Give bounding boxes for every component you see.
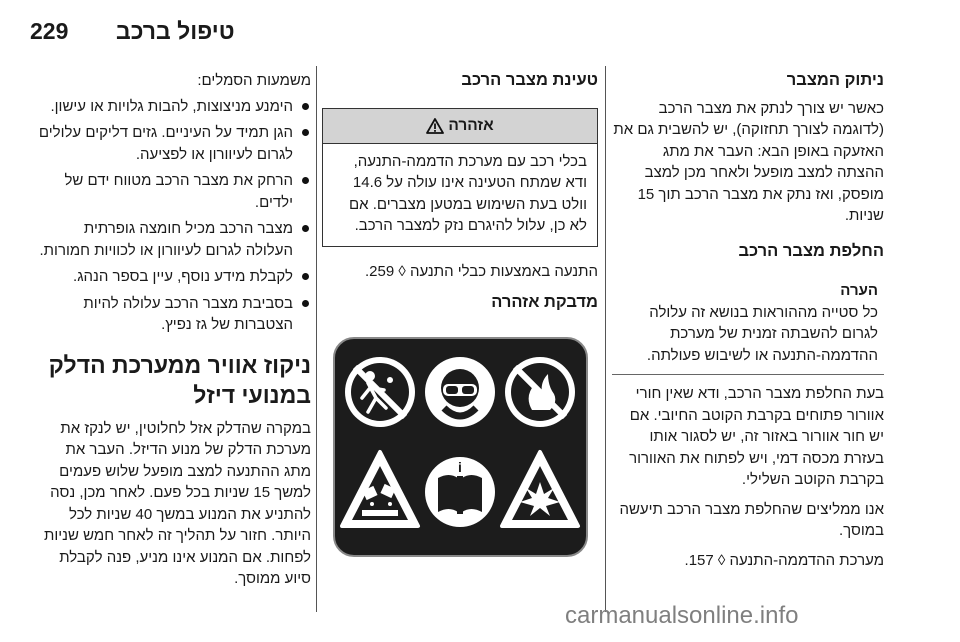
heading-disconnect-battery: ניתוק המצבר bbox=[786, 71, 884, 89]
keep-children-away-icon bbox=[345, 357, 415, 427]
bullet-icon bbox=[302, 300, 309, 307]
heading-diesel-bleed: ניקוז אוויר ממערכת הדלק במנועי דיזל bbox=[48, 351, 311, 408]
no-flame-smoking-icon bbox=[505, 357, 575, 427]
symbol-list bbox=[36, 96, 311, 336]
list-item: הימנע מניצוצות, להבות גלויות או עישון. bbox=[36, 96, 311, 118]
page-header bbox=[30, 18, 888, 54]
note-body: כל סטייה מההוראות בנושא זה עלולה לגרום להשבתה זמנית של מערכת ההדממה-התנעה או לשיבוש פעולתה. bbox=[646, 303, 878, 364]
list-item: בסביבת מצבר הרכב עלולה להיות הצטברות של גז נפיץ. bbox=[36, 293, 311, 336]
warning-box bbox=[322, 108, 598, 247]
bullet-icon bbox=[302, 273, 309, 280]
bullet-icon bbox=[302, 103, 309, 110]
warning-triangle-icon bbox=[426, 118, 444, 134]
read-manual-icon bbox=[425, 457, 495, 527]
bullet-icon bbox=[302, 225, 309, 232]
heading-replace-battery: החלפת מצבר הרכב bbox=[738, 241, 884, 260]
eye-protection-icon bbox=[425, 357, 495, 427]
note-title: הערה bbox=[840, 282, 878, 299]
page-number: 229 bbox=[30, 18, 69, 44]
column-divider-right bbox=[605, 66, 606, 612]
list-item: הגן תמיד על העיניים. גזים דליקים עלולים לגרום לעיוורון או לפציעה. bbox=[36, 122, 311, 165]
warning-body: בכלי רכב עם מערכת הדממה-התנעה, ודא שמתח הטעינה אינו עולה על 14.6 וולט בעת השימוש במטען מצברים. אם לא כן, עלול להיגרם נזק למצבר הרכב. bbox=[348, 152, 587, 234]
paragraph-garage-recommend: אנו ממליצים שהחלפת מצבר הרכב תיעשה במוסך. bbox=[619, 500, 884, 539]
heading-charge-battery: טעינת מצבר הרכב bbox=[461, 71, 598, 89]
right-column bbox=[612, 70, 884, 579]
list-item: מצבר הרכב מכיל חומצה גופרתית העלולה לגרום לעיוורון או לכוויות חמורות. bbox=[36, 218, 311, 261]
paragraph-vent-holes: בעת החלפת מצבר הרכב, ודא שאין חורי אוורור פתוחים בקרבת הקוטב החיובי. אם יש חור אוורור באזור זה, יש לסגור אותו בעזרת מכסה דמי, ויש לפתוח את האוורור בקרבת הקוטב השלילי. bbox=[629, 385, 884, 488]
bullet-icon bbox=[302, 129, 309, 136]
paragraph-diesel-bleed: במקרה שהדלק אזל לחלוטין, יש לנקז את מערכת הדלק של מנוע הדיזל. העבר את מתג ההתנעה למצב מופעל שלוש פעמים למשך 15 שניות בכל פעם. לאחר מכן, נסה להתניע את המנוע במשך 40 שניות לכל היותר. חזור על תהליך זה לאחר חמש שניות לפחות. אם המנוע אינו מניע, פנה לקבלת סיוע ממוסך. bbox=[44, 419, 311, 587]
warning-header bbox=[323, 109, 597, 144]
list-item: הרחק את מצבר הרכב מטווח ידם של ילדים. bbox=[36, 170, 311, 213]
left-column bbox=[36, 70, 311, 598]
symbols-intro: משמעות הסמלים: bbox=[197, 72, 311, 89]
svg-text:i: i bbox=[457, 458, 462, 475]
paragraph-disconnect: כאשר יש צורך לנתק את מצבר הרכב (לדוגמה לצורך תחזוקה), יש להשבית גם את האזעקה באופן הבא: העבר את מתג ההצתה למצב מופעל ולאחר מכן למצב מופסק, ואז נתק את מצבר הרכב תוך 15 שניות. bbox=[613, 99, 884, 224]
battery-warning-label bbox=[332, 336, 589, 558]
heading-warning-label: מדבקת אזהרה bbox=[491, 293, 598, 311]
middle-column bbox=[322, 70, 598, 558]
running-title: טיפול ברכב bbox=[116, 18, 235, 44]
watermark: carmanualsonline.info bbox=[565, 602, 799, 629]
column-divider-left bbox=[316, 66, 317, 612]
reference-stop-start: מערכת ההדממה-התנעה ◊ 157. bbox=[684, 551, 884, 569]
bullet-icon bbox=[302, 177, 309, 184]
list-item: לקבלת מידע נוסף, עיין בספר הנהג. bbox=[36, 266, 311, 288]
note-divider bbox=[612, 374, 884, 375]
reference-jump-start: התנעה באמצעות כבלי התנעה ◊ 259. bbox=[365, 262, 598, 280]
warning-title: אזהרה bbox=[448, 116, 494, 134]
